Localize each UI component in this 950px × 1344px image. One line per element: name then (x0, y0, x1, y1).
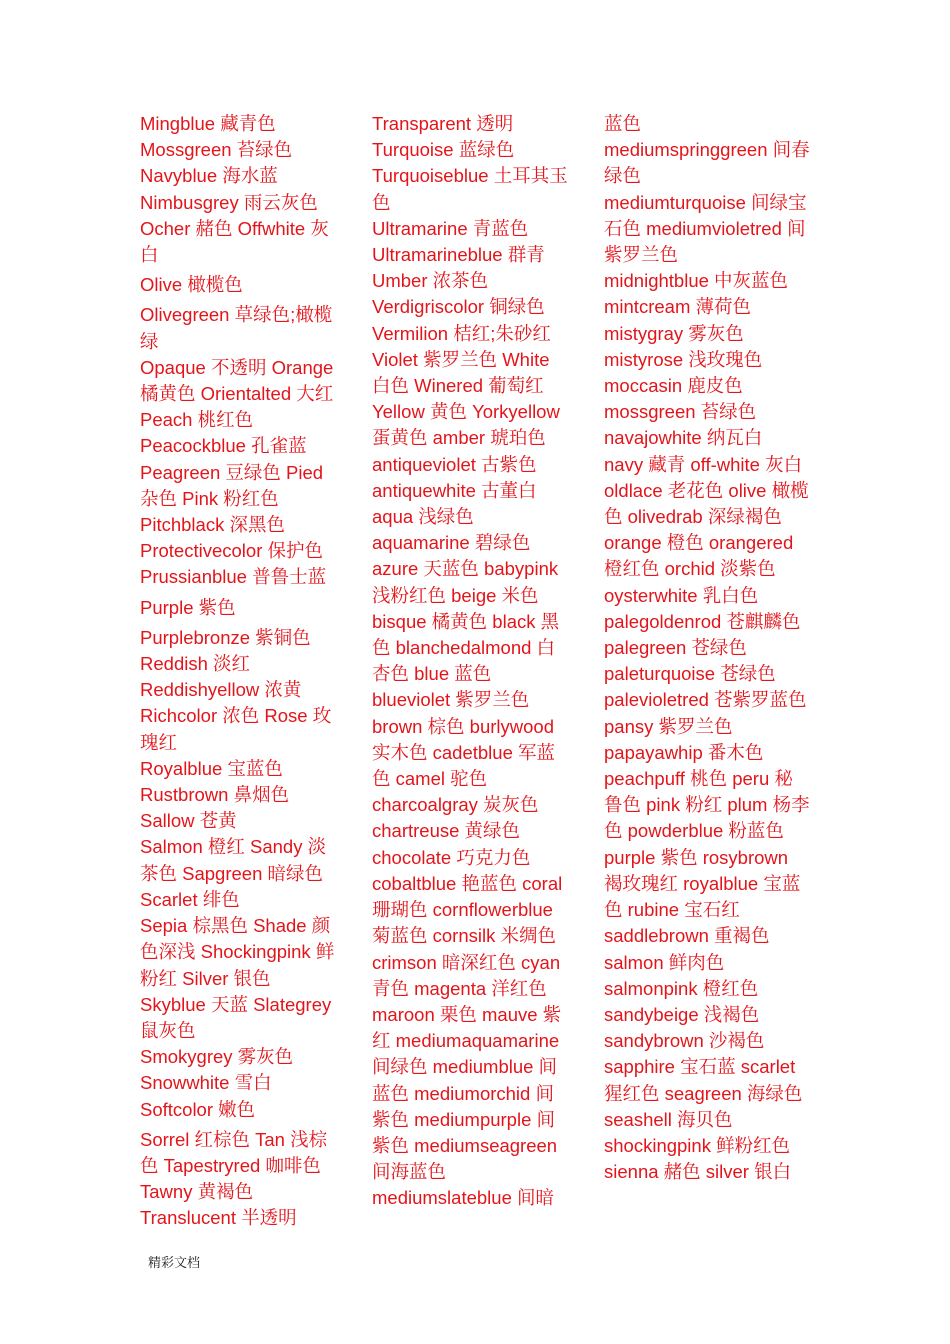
color-entry: Ultramarine 青蓝色 (372, 217, 529, 239)
color-entry: oysterwhite 乳白色 (604, 584, 759, 606)
color-entry: mediumslateblue 间暗 (372, 1187, 554, 1209)
color-list-column-2 (372, 111, 572, 1212)
color-entry: Peach 桃红色 (140, 409, 254, 431)
color-entry: Softcolor 嫩色 (140, 1098, 256, 1120)
color-entry: mistygray 雾灰色 (604, 322, 744, 344)
color-entry: Turquoise 蓝绿色 (372, 139, 515, 161)
color-entry: Snowwhite 雪白 (140, 1072, 272, 1094)
color-entry: azure 天蓝色 babypink 浅粉红色 beige 米色 (372, 558, 559, 606)
color-entry: Opaque 不透明 Orange 橘黄色 Orientalted 大红 (140, 356, 334, 405)
color-entry: Turquoiseblue 土耳其玉色 (372, 165, 568, 213)
color-entry: palevioletred 苍紫罗蓝色 (604, 689, 807, 711)
color-entry: Richcolor 浓色 Rose 玫瑰红 (140, 705, 332, 753)
color-entry: papayawhip 番木色 (604, 741, 764, 763)
color-entry: Pitchblack 深黑色 (140, 514, 285, 536)
color-entry: palegoldenrod 苍麒麟色 (604, 610, 801, 632)
color-entry: palegreen 苍绿色 (604, 637, 747, 659)
color-entry: bisque 橘黄色 black 黑色 blanchedalmond 白杏色 blue 蓝色 (372, 610, 560, 685)
color-entry: cobaltblue 艳蓝色 coral 珊瑚色 cornflowerblue 菊蓝色 cornsilk 米绸色 (372, 872, 563, 947)
color-entry: Olive 橄榄色 (140, 274, 243, 296)
color-entry: aqua 浅绿色 (372, 506, 474, 528)
color-entry: Olivegreen 草绿色;橄榄绿 (140, 304, 333, 352)
color-entry: Reddish 淡红 (140, 653, 251, 675)
color-entry: antiqueviolet 古紫色 (372, 453, 537, 475)
color-entry: salmon 鲜肉色 (604, 951, 725, 973)
color-entry: saddlebrown 重褐色 (604, 925, 770, 947)
color-entry: moccasin 鹿皮色 (604, 375, 743, 397)
color-entry: crimson 暗深红色 cyan 青色 magenta 洋红色 (372, 951, 561, 999)
color-entry: Navyblue 海水蓝 (140, 165, 278, 187)
color-entry: Peagreen 豆绿色 Pied 杂色 Pink 粉红色 (140, 461, 324, 509)
color-entry: brown 棕色 burlywood 实木色 cadetblue 军蓝色 camel 驼色 (372, 715, 556, 790)
color-entry: chocolate 巧克力色 (372, 846, 531, 868)
color-entry: Vermilion 桔红;朱砂红 (372, 322, 551, 344)
color-entry: 蓝色 (604, 113, 642, 134)
color-entry: salmonpink 橙红色 (604, 977, 759, 999)
color-list-column-1 (140, 111, 340, 1232)
color-entry: blueviolet 紫罗兰色 (372, 689, 530, 711)
color-entry: seashell 海贝色 (604, 1108, 733, 1130)
color-entry: Verdigriscolor 铜绿色 (372, 296, 545, 318)
color-entry: Purple 紫色 (140, 596, 236, 618)
color-entry: midnightblue 中灰蓝色 (604, 270, 789, 292)
color-entry: Mossgreen 苔绿色 (140, 139, 293, 161)
color-entry: Violet 紫罗兰色 White 白色 Winered 葡萄红 (372, 348, 550, 397)
color-entry: navy 藏青 off-white 灰白 (604, 453, 803, 475)
color-entry: Rustbrown 鼻烟色 (140, 784, 290, 806)
color-entry: Salmon 橙红 Sandy 淡茶色 Sapgreen 暗绿色 (140, 836, 327, 884)
color-entry: charcoalgray 炭灰色 (372, 794, 539, 816)
color-entry: Tawny 黄褐色 (140, 1181, 254, 1203)
color-entry: peachpuff 桃色 peru 秘鲁色 pink 粉红 plum 杨李色 powderblue 粉蓝色 (604, 768, 810, 842)
color-entry: mossgreen 苔绿色 (604, 401, 757, 423)
color-entry: Scarlet 绯色 (140, 888, 240, 910)
color-entry: mintcream 薄荷色 (604, 296, 751, 318)
color-entry: purple 紫色 rosybrown 褐玫瑰红 royalblue 宝蓝色 rubine 宝石红 (604, 846, 801, 921)
color-entry: mediumspringgreen 间春绿色 (604, 139, 810, 187)
color-entry: Purplebronze 紫铜色 (140, 626, 311, 648)
color-entry: maroon 栗色 mauve 紫红 mediumaquamarine 间绿色 mediumblue 间蓝色 mediumorchid 间紫色 mediumpurple 间紫色 mediumseagreen 间海蓝色 (372, 1003, 562, 1183)
color-entry: Transparent 透明 (372, 113, 514, 134)
color-entry: orange 橙色 orangered 橙红色 orchid 淡紫色 (604, 532, 794, 580)
color-entry: Prussianblue 普鲁士蓝 (140, 566, 327, 588)
color-entry: Ocher 赭色 Offwhite 灰白 (140, 217, 329, 266)
color-entry: sienna 赭色 silver 银白 (604, 1161, 792, 1183)
color-list-column-3 (604, 111, 810, 1185)
color-entry: Royalblue 宝蓝色 (140, 757, 283, 779)
color-entry: aquamarine 碧绿色 (372, 532, 531, 554)
color-entry: Translucent 半透明 (140, 1207, 297, 1229)
color-entry: Umber 浓茶色 (372, 270, 489, 292)
color-entry: Mingblue 藏青色 (140, 113, 276, 134)
color-entry: Nimbusgrey 雨云灰色 (140, 191, 318, 213)
color-entry: Peacockblue 孔雀蓝 (140, 435, 307, 457)
color-entry: Smokygrey 雾灰色 (140, 1046, 294, 1068)
color-entry: Sorrel 红棕色 Tan 浅棕色 Tapestryred 咖啡色 (140, 1128, 328, 1176)
color-entry: sapphire 宝石蓝 scarlet 猩红色 seagreen 海绿色 (604, 1056, 803, 1104)
color-entry: chartreuse 黄绿色 (372, 820, 521, 842)
color-entry: Ultramarineblue 群青 (372, 244, 545, 266)
color-entry: pansy 紫罗兰色 (604, 715, 733, 737)
color-entry: sandybrown 沙褐色 (604, 1030, 765, 1052)
color-entry: Reddishyellow 浓黄 (140, 679, 302, 701)
color-entry: mistyrose 浅玫瑰色 (604, 348, 763, 370)
color-entry: antiquewhite 古董白 (372, 479, 537, 501)
color-entry: Sallow 苍黄 (140, 810, 237, 832)
color-entry: mediumturquoise 间绿宝石色 mediumvioletred 间紫罗兰色 (604, 191, 807, 266)
color-entry: Yellow 黄色 Yorkyellow 蛋黄色 amber 琥珀色 (372, 401, 560, 449)
color-entry: sandybeige 浅褐色 (604, 1003, 760, 1025)
color-entry: shockingpink 鲜粉红色 (604, 1134, 791, 1156)
page-footer-label: 精彩文档 (148, 1256, 201, 1271)
color-entry: Sepia 棕黑色 Shade 颜色深浅 Shockingpink 鲜粉红 Silver 银色 Skyblue 天蓝 Slategrey 鼠灰色 (140, 915, 335, 1041)
color-entry: oldlace 老花色 olive 橄榄色 olivedrab 深绿褐色 (604, 479, 809, 528)
color-entry: paleturquoise 苍绿色 (604, 663, 776, 685)
color-entry: navajowhite 纳瓦白 (604, 427, 763, 449)
color-entry: Protectivecolor 保护色 (140, 540, 323, 562)
